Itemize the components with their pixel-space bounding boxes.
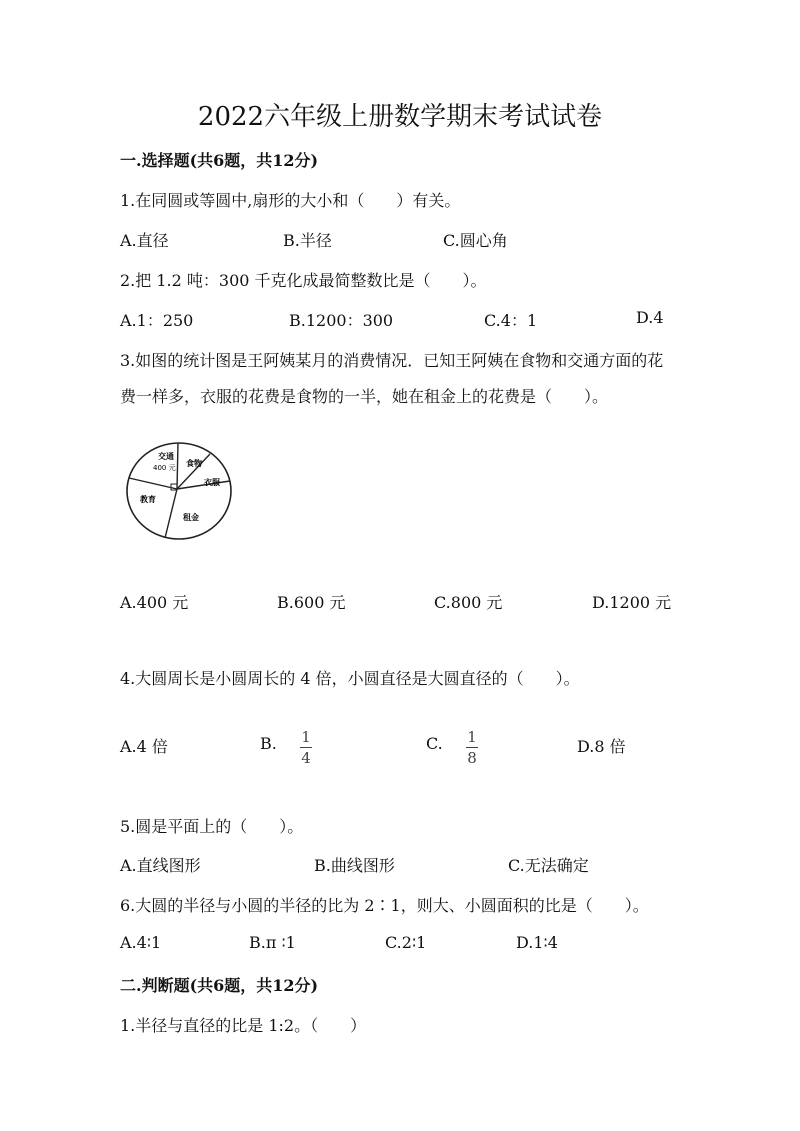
pie-label-education: 教育 [140, 495, 156, 504]
section-heading-choice: 一.选择题(共6题，共12分) [120, 151, 319, 170]
question-4: 4.大圆周长是小圆周长的 4 倍，小圆直径是大圆直径的（ ）。 [120, 669, 580, 688]
pie-label-transport-amount: 400 元 [153, 464, 176, 472]
q6-option-b: B.π ∶1 [249, 933, 296, 952]
question-1: 1.在同圆或等圆中,扇形的大小和（ ）有关。 [120, 191, 461, 210]
q4-option-d: D.8 倍 [577, 737, 626, 756]
q2-option-a: A.1：250 [120, 311, 194, 330]
pie-label-clothes: 衣服 [204, 478, 220, 487]
pie-divider-top [177, 443, 178, 489]
question-3-line-1: 3.如图的统计图是王阿姨某月的消费情况．已知王阿姨在食物和交通方面的花 [120, 351, 664, 370]
question-2: 2.把 1.2 吨：300 千克化成最简整数比是（ ）。 [120, 271, 487, 290]
section-heading-judgement: 二.判断题(共6题，共12分) [120, 976, 319, 995]
pie-divider-bottom [165, 489, 177, 538]
q6-option-d: D.1∶4 [516, 933, 558, 952]
q5-option-a: A.直线图形 [120, 856, 201, 875]
fraction-numerator: 1 [467, 728, 477, 746]
judgement-question-1: 1.半径与直径的比是 1:2。（ ） [120, 1016, 367, 1035]
page-title: 2022六年级上册数学期末考试试卷 [197, 102, 603, 132]
fraction-denominator: 4 [301, 749, 311, 767]
q2-option-d: D.4 [636, 308, 664, 327]
q1-option-b: B.半径 [283, 231, 332, 250]
q2-option-b: B.1200：300 [289, 311, 394, 330]
fraction-numerator: 1 [301, 728, 311, 746]
question-5: 5.圆是平面上的（ ）。 [120, 817, 304, 836]
pie-outline [127, 443, 231, 539]
q3-option-a: A.400 元 [120, 593, 189, 612]
q1-option-c: C.圆心角 [443, 231, 508, 250]
fraction-denominator: 8 [467, 749, 477, 767]
q6-option-a: A.4∶1 [120, 933, 162, 952]
question-6: 6.大圆的半径与小圆的半径的比为 2∶1，则大、小圆面积的比是（ ）。 [120, 896, 649, 915]
pie-label-food: 食物 [186, 459, 202, 468]
q5-option-c: C.无法确定 [508, 856, 589, 875]
q4-option-c-fraction [466, 727, 478, 767]
question-3-line-2: 费一样多，衣服的花费是食物的一半，她在租金上的花费是（ ）。 [120, 387, 609, 406]
fraction-bar [466, 747, 478, 748]
q3-option-c: C.800 元 [434, 593, 503, 612]
q5-option-b: B.曲线图形 [314, 856, 395, 875]
q3-option-b: B.600 元 [277, 593, 346, 612]
q4-option-a: A.4 倍 [120, 737, 168, 756]
fraction-bar [300, 747, 312, 748]
pie-chart-figure [120, 436, 240, 548]
pie-label-transport: 交通 [158, 452, 174, 461]
q4-option-b-fraction [300, 727, 312, 767]
q3-option-d: D.1200 元 [592, 593, 672, 612]
q4-option-b-label: B. [260, 734, 277, 753]
q6-option-c: C.2∶1 [385, 933, 427, 952]
q1-option-a: A.直径 [120, 231, 169, 250]
q2-option-c: C.4：1 [484, 311, 538, 330]
q4-option-c-label: C. [426, 734, 443, 753]
pie-label-rent: 租金 [183, 513, 199, 522]
pie-divider-left [129, 478, 177, 489]
